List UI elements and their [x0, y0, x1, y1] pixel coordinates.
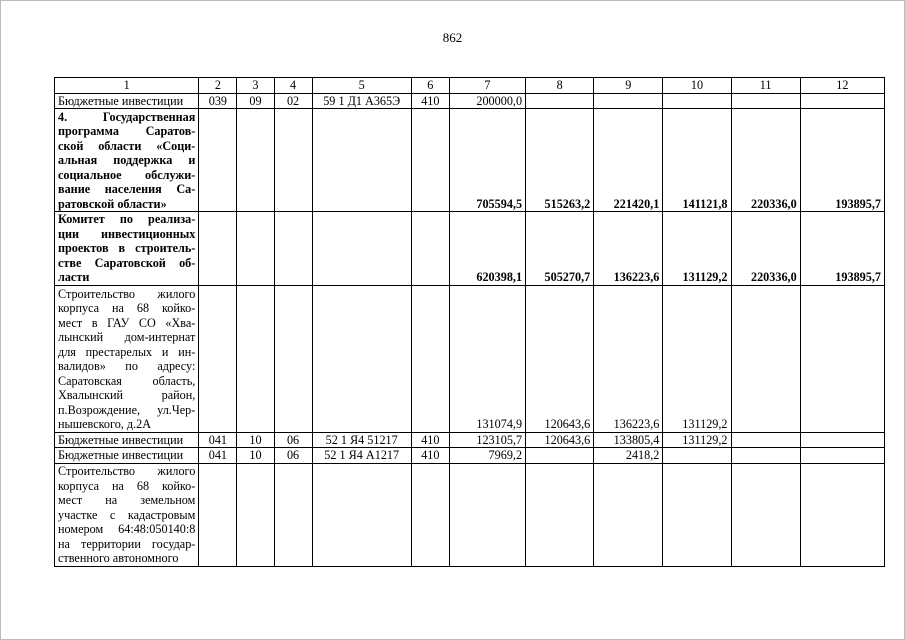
cell-target-article	[312, 212, 411, 286]
table-row	[55, 463, 885, 566]
description-line: ской области «Соци-	[58, 138, 196, 153]
cell-subsection: 06	[274, 448, 312, 464]
cell-amount: 705594,5	[449, 109, 525, 212]
cell-amount: 220336,0	[731, 109, 800, 212]
cell-amount: 193895,7	[800, 212, 884, 286]
description-line: Хвалынский район,	[58, 388, 196, 402]
cell-target-article: 59 1 Д1 А365Э	[312, 93, 411, 109]
description-line: социальное обслужи-	[58, 167, 196, 182]
cell-expense-type: 410	[411, 448, 449, 464]
column-header: 12	[800, 78, 884, 94]
cell-target-article: 52 1 Я4 51217	[312, 432, 411, 448]
cell-amount	[731, 285, 800, 432]
cell-amount	[663, 448, 731, 464]
cell-section	[237, 109, 274, 212]
description-line: участке с кадастровым	[58, 507, 196, 522]
cell-expense-type	[411, 463, 449, 566]
description-line: ции инвестиционных	[58, 226, 196, 241]
column-header: 11	[731, 78, 800, 94]
cell-expense-type	[411, 285, 449, 432]
cell-amount	[594, 93, 663, 109]
row-description	[55, 432, 199, 448]
cell-ministry-code: 041	[199, 448, 237, 464]
cell-amount	[731, 93, 800, 109]
column-header: 10	[663, 78, 731, 94]
cell-amount	[800, 448, 884, 464]
cell-expense-type: 410	[411, 93, 449, 109]
cell-amount: 7969,2	[449, 448, 525, 464]
description-line: Бюджетные инвестиции	[58, 93, 184, 108]
description-line: лынский дом-интернат	[58, 330, 196, 344]
description-line: ственного автономного	[58, 551, 179, 565]
cell-amount: 505270,7	[526, 212, 594, 286]
cell-amount	[731, 448, 800, 464]
page-number: 862	[442, 30, 463, 45]
cell-ministry-code: 041	[199, 432, 237, 448]
cell-section: 10	[237, 432, 274, 448]
cell-amount	[526, 448, 594, 464]
cell-amount: 221420,1	[594, 109, 663, 212]
cell-section	[237, 285, 274, 432]
cell-subsection	[274, 212, 312, 286]
cell-amount: 2418,2	[594, 448, 663, 464]
cell-expense-type: 410	[411, 432, 449, 448]
table-row	[55, 285, 885, 432]
column-number-header-row	[55, 78, 885, 94]
cell-amount	[800, 285, 884, 432]
description-line: Бюджетные инвестиции	[58, 432, 184, 447]
cell-amount	[731, 432, 800, 448]
column-header: 5	[312, 78, 411, 94]
row-description	[55, 285, 199, 432]
description-line: программа Саратов-	[58, 124, 196, 138]
table-row	[55, 448, 885, 464]
cell-amount	[663, 93, 731, 109]
description-line: валидов» по адресу:	[58, 359, 196, 373]
description-line: нышевского, д.2А	[58, 417, 152, 431]
description-line: п.Возрождение, ул.Чер-	[58, 402, 196, 417]
cell-section	[237, 212, 274, 286]
cell-amount: 220336,0	[731, 212, 800, 286]
row-description	[55, 212, 199, 286]
cell-ministry-code	[199, 109, 237, 212]
cell-target-article	[312, 285, 411, 432]
description-line: Саратовская область,	[58, 373, 196, 388]
cell-amount: 131129,2	[663, 285, 731, 432]
cell-amount	[526, 93, 594, 109]
cell-amount: 133805,4	[594, 432, 663, 448]
cell-amount: 515263,2	[526, 109, 594, 212]
description-line: номером 64:48:050140:8	[58, 522, 196, 536]
cell-amount	[526, 463, 594, 566]
column-header: 3	[237, 78, 274, 94]
cell-target-article: 52 1 Я4 А1217	[312, 448, 411, 464]
cell-section: 10	[237, 448, 274, 464]
cell-expense-type	[411, 212, 449, 286]
column-header: 4	[274, 78, 312, 94]
cell-expense-type	[411, 109, 449, 212]
cell-ministry-code: 039	[199, 93, 237, 109]
budget-table	[54, 77, 885, 567]
cell-target-article	[312, 463, 411, 566]
description-line: корпуса на 68 койко-	[58, 301, 196, 315]
description-line: стве Саратовской об-	[58, 255, 196, 270]
description-line: Строительство жилого	[58, 286, 196, 301]
description-line: вание населения Са-	[58, 182, 196, 196]
description-line: Комитет по реализа-	[58, 212, 196, 226]
cell-subsection	[274, 463, 312, 566]
cell-amount	[663, 463, 731, 566]
description-line: ласти	[58, 270, 90, 284]
cell-amount: 120643,6	[526, 432, 594, 448]
description-line: Строительство жилого	[58, 464, 196, 478]
table-row	[55, 432, 885, 448]
cell-ministry-code	[199, 463, 237, 566]
description-line: на территории государ-	[58, 536, 196, 551]
description-line: ратовской области»	[58, 196, 167, 211]
cell-amount	[800, 93, 884, 109]
cell-amount	[594, 463, 663, 566]
cell-amount	[731, 463, 800, 566]
cell-amount: 131074,9	[449, 285, 525, 432]
column-header: 8	[526, 78, 594, 94]
cell-section	[237, 463, 274, 566]
cell-target-article	[312, 109, 411, 212]
cell-amount: 136223,6	[594, 212, 663, 286]
table-row	[55, 212, 885, 286]
column-header: 9	[594, 78, 663, 94]
description-line: корпуса на 68 койко-	[58, 478, 196, 493]
cell-subsection: 02	[274, 93, 312, 109]
column-header: 6	[411, 78, 449, 94]
row-description	[55, 448, 199, 464]
cell-subsection: 06	[274, 432, 312, 448]
cell-subsection	[274, 109, 312, 212]
cell-amount: 141121,8	[663, 109, 731, 212]
row-description	[55, 93, 199, 109]
cell-amount: 193895,7	[800, 109, 884, 212]
cell-ministry-code	[199, 285, 237, 432]
column-header: 7	[449, 78, 525, 94]
description-line: проектов в строитель-	[58, 241, 196, 255]
cell-amount	[800, 432, 884, 448]
cell-amount	[800, 463, 884, 566]
cell-amount: 120643,6	[526, 285, 594, 432]
description-line: Бюджетные инвестиции	[58, 448, 184, 462]
description-line: 4. Государственная	[58, 109, 196, 124]
column-header: 2	[199, 78, 237, 94]
description-line: для престарелых и ин-	[58, 344, 196, 359]
description-line: мест на земельном	[58, 493, 196, 507]
table-row	[55, 93, 885, 109]
cell-amount: 131129,2	[663, 432, 731, 448]
row-description	[55, 463, 199, 566]
cell-amount: 200000,0	[449, 93, 525, 109]
cell-amount: 136223,6	[594, 285, 663, 432]
description-line: альная поддержка и	[58, 153, 196, 167]
row-description	[55, 109, 199, 212]
table-row	[55, 109, 885, 212]
column-header: 1	[55, 78, 199, 94]
cell-section: 09	[237, 93, 274, 109]
description-line: мест в ГАУ СО «Хва-	[58, 315, 196, 330]
cell-ministry-code	[199, 212, 237, 286]
cell-amount: 123105,7	[449, 432, 525, 448]
cell-subsection	[274, 285, 312, 432]
cell-amount: 620398,1	[449, 212, 525, 286]
cell-amount: 131129,2	[663, 212, 731, 286]
cell-amount	[449, 463, 525, 566]
